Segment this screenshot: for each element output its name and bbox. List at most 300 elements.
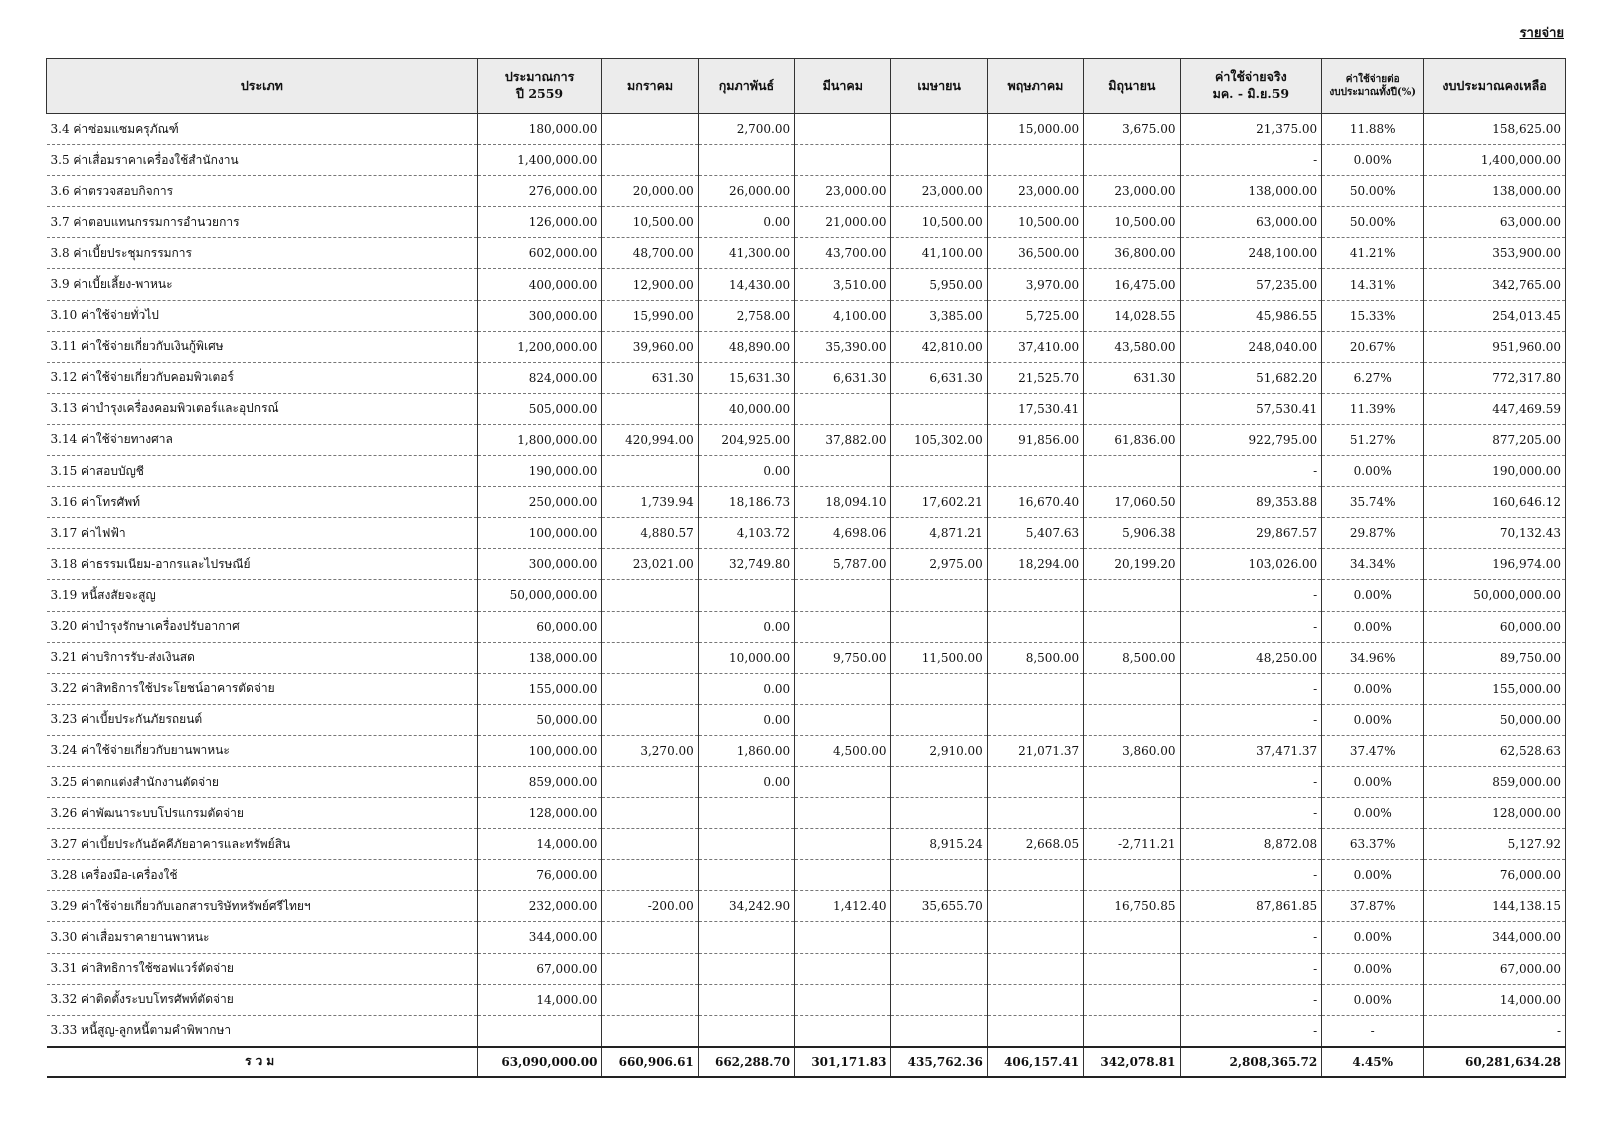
cell-budget: 1,400,000.00 (477, 145, 602, 176)
cell-may (987, 704, 1083, 735)
cell-jun: 5,906.38 (1084, 518, 1180, 549)
total-jun: 342,078.81 (1084, 1047, 1180, 1077)
cell-feb (698, 580, 794, 611)
table-row (47, 300, 1566, 331)
cell-actual: 29,867.57 (1180, 518, 1322, 549)
cell-jan (602, 456, 698, 487)
cell-percent: 37.87% (1322, 891, 1424, 922)
cell-jan: 23,021.00 (602, 549, 698, 580)
cell-jan (602, 580, 698, 611)
cell-may (987, 145, 1083, 176)
cell-apr: 11,500.00 (891, 642, 987, 673)
cell-budget: 232,000.00 (477, 891, 602, 922)
cell-item-name: 3.20 ค่าบำรุงรักษาเครื่องปรับอากาศ (47, 611, 478, 642)
cell-apr (891, 922, 987, 953)
cell-jun (1084, 922, 1180, 953)
cell-jan (602, 766, 698, 797)
cell-jun: -2,711.21 (1084, 829, 1180, 860)
cell-percent: 0.00% (1322, 673, 1424, 704)
cell-percent: 37.47% (1322, 735, 1424, 766)
cell-percent: 50.00% (1322, 176, 1424, 207)
cell-actual: 45,986.55 (1180, 300, 1322, 331)
table-row (47, 393, 1566, 424)
cell-jun (1084, 984, 1180, 1015)
total-label: รวม (47, 1047, 478, 1077)
cell-mar (795, 829, 891, 860)
cell-may (987, 922, 1083, 953)
cell-percent: 11.88% (1322, 114, 1424, 145)
page-corner-label: รายจ่าย (1519, 26, 1564, 41)
cell-feb: 15,631.30 (698, 362, 794, 393)
cell-mar: 23,000.00 (795, 176, 891, 207)
total-mar: 301,171.83 (795, 1047, 891, 1077)
cell-item-name: 3.18 ค่าธรรมเนียม-อากรและไปรษณีย์ (47, 549, 478, 580)
cell-actual: 57,530.41 (1180, 393, 1322, 424)
cell-jan (602, 798, 698, 829)
cell-budget: 300,000.00 (477, 549, 602, 580)
cell-may: 17,530.41 (987, 393, 1083, 424)
cell-actual: - (1180, 145, 1322, 176)
total-actual: 2,808,365.72 (1180, 1047, 1322, 1077)
cell-item-name: 3.29 ค่าใช้จ่ายเกี่ยวกับเอกสารบริษัทหรัพย์ศรีไทยฯ (47, 891, 478, 922)
cell-jan (602, 393, 698, 424)
cell-may (987, 1015, 1083, 1047)
cell-percent: 0.00% (1322, 922, 1424, 953)
cell-remaining: 1,400,000.00 (1424, 145, 1566, 176)
cell-actual: 922,795.00 (1180, 424, 1322, 455)
cell-item-name: 3.10 ค่าใช้จ่ายทั่วไป (47, 300, 478, 331)
cell-feb (698, 1015, 794, 1047)
cell-mar (795, 860, 891, 891)
table-row (47, 114, 1566, 145)
cell-remaining: 254,013.45 (1424, 300, 1566, 331)
cell-percent: 15.33% (1322, 300, 1424, 331)
cell-jun (1084, 798, 1180, 829)
cell-remaining: 60,000.00 (1424, 611, 1566, 642)
cell-jun (1084, 953, 1180, 984)
cell-budget: 859,000.00 (477, 766, 602, 797)
table-row (47, 704, 1566, 735)
cell-may (987, 456, 1083, 487)
cell-remaining: 67,000.00 (1424, 953, 1566, 984)
cell-mar (795, 611, 891, 642)
cell-percent: 14.31% (1322, 269, 1424, 300)
cell-jun: 631.30 (1084, 362, 1180, 393)
cell-apr: 2,910.00 (891, 735, 987, 766)
cell-item-name: 3.21 ค่าบริการรับ-ส่งเงินสด (47, 642, 478, 673)
cell-may (987, 953, 1083, 984)
cell-feb: 1,860.00 (698, 735, 794, 766)
cell-jun: 8,500.00 (1084, 642, 1180, 673)
cell-feb: 0.00 (698, 766, 794, 797)
cell-feb: 34,242.90 (698, 891, 794, 922)
cell-item-name: 3.14 ค่าใช้จ่ายทางศาล (47, 424, 478, 455)
cell-item-name: 3.24 ค่าใช้จ่ายเกี่ยวกับยานพาหนะ (47, 735, 478, 766)
cell-apr (891, 673, 987, 704)
cell-jan: 15,990.00 (602, 300, 698, 331)
cell-feb (698, 953, 794, 984)
table-row (47, 611, 1566, 642)
header-remaining: งบประมาณคงเหลือ (1424, 59, 1566, 114)
cell-jun: 14,028.55 (1084, 300, 1180, 331)
table-row (47, 331, 1566, 362)
cell-may: 5,725.00 (987, 300, 1083, 331)
cell-remaining: 76,000.00 (1424, 860, 1566, 891)
table-row (47, 207, 1566, 238)
cell-item-name: 3.12 ค่าใช้จ่ายเกี่ยวกับคอมพิวเตอร์ (47, 362, 478, 393)
cell-jan (602, 984, 698, 1015)
cell-budget: 14,000.00 (477, 829, 602, 860)
total-row (47, 1047, 1566, 1077)
cell-jan: 3,270.00 (602, 735, 698, 766)
cell-jan (602, 953, 698, 984)
cell-budget: 50,000,000.00 (477, 580, 602, 611)
cell-actual: - (1180, 580, 1322, 611)
cell-feb (698, 922, 794, 953)
cell-apr: 17,602.21 (891, 487, 987, 518)
cell-remaining: 128,000.00 (1424, 798, 1566, 829)
cell-item-name: 3.27 ค่าเบี้ยประกันอัคคีภัยอาคารและทรัพย์สิน (47, 829, 478, 860)
cell-budget: 824,000.00 (477, 362, 602, 393)
cell-apr: 41,100.00 (891, 238, 987, 269)
cell-percent: 35.74% (1322, 487, 1424, 518)
header-jan: มกราคม (602, 59, 698, 114)
cell-actual: 87,861.85 (1180, 891, 1322, 922)
cell-apr: 5,950.00 (891, 269, 987, 300)
cell-item-name: 3.23 ค่าเบี้ยประกันภัยรถยนต์ (47, 704, 478, 735)
cell-jan: 1,739.94 (602, 487, 698, 518)
cell-feb: 0.00 (698, 704, 794, 735)
cell-jan (602, 704, 698, 735)
table-row (47, 860, 1566, 891)
cell-percent: 0.00% (1322, 860, 1424, 891)
cell-percent: 29.87% (1322, 518, 1424, 549)
cell-may (987, 673, 1083, 704)
cell-apr (891, 798, 987, 829)
cell-feb: 0.00 (698, 207, 794, 238)
table-row (47, 766, 1566, 797)
cell-budget (477, 1015, 602, 1047)
cell-actual: - (1180, 953, 1322, 984)
table-row (47, 829, 1566, 860)
total-percent: 4.45% (1322, 1047, 1424, 1077)
cell-jun (1084, 673, 1180, 704)
cell-jan (602, 829, 698, 860)
cell-actual: - (1180, 766, 1322, 797)
cell-remaining: 138,000.00 (1424, 176, 1566, 207)
cell-percent: 11.39% (1322, 393, 1424, 424)
cell-item-name: 3.22 ค่าสิทธิการใช้ประโยชน์อาคารตัดจ่าย (47, 673, 478, 704)
cell-jun (1084, 456, 1180, 487)
cell-feb: 32,749.80 (698, 549, 794, 580)
cell-feb (698, 984, 794, 1015)
table-row (47, 1015, 1566, 1047)
cell-remaining: 196,974.00 (1424, 549, 1566, 580)
cell-may (987, 891, 1083, 922)
cell-budget: 76,000.00 (477, 860, 602, 891)
cell-feb: 18,186.73 (698, 487, 794, 518)
cell-feb: 41,300.00 (698, 238, 794, 269)
cell-may: 36,500.00 (987, 238, 1083, 269)
header-budget-line1: ประมาณการ (504, 69, 575, 85)
cell-actual: - (1180, 704, 1322, 735)
header-actual (1180, 59, 1322, 114)
cell-budget: 300,000.00 (477, 300, 602, 331)
cell-feb: 26,000.00 (698, 176, 794, 207)
table-row (47, 642, 1566, 673)
total-remaining: 60,281,634.28 (1424, 1047, 1566, 1077)
cell-actual: - (1180, 1015, 1322, 1047)
cell-jan (602, 642, 698, 673)
cell-mar (795, 798, 891, 829)
cell-item-name: 3.30 ค่าเสื่อมราคายานพาหนะ (47, 922, 478, 953)
cell-apr (891, 860, 987, 891)
cell-percent: 51.27% (1322, 424, 1424, 455)
cell-feb (698, 860, 794, 891)
cell-apr: 10,500.00 (891, 207, 987, 238)
cell-jun (1084, 145, 1180, 176)
cell-jan: -200.00 (602, 891, 698, 922)
cell-mar (795, 673, 891, 704)
cell-item-name: 3.8 ค่าเบี้ยประชุมกรรมการ (47, 238, 478, 269)
cell-mar (795, 1015, 891, 1047)
header-mar: มีนาคม (795, 59, 891, 114)
cell-budget: 128,000.00 (477, 798, 602, 829)
cell-item-name: 3.7 ค่าตอบแทนกรรมการอำนวยการ (47, 207, 478, 238)
header-row (47, 59, 1566, 114)
cell-may (987, 860, 1083, 891)
header-budget (477, 59, 602, 114)
table-row (47, 549, 1566, 580)
cell-actual: 89,353.88 (1180, 487, 1322, 518)
cell-may: 10,500.00 (987, 207, 1083, 238)
cell-jan (602, 145, 698, 176)
cell-mar: 4,500.00 (795, 735, 891, 766)
cell-jan (602, 673, 698, 704)
cell-apr: 2,975.00 (891, 549, 987, 580)
cell-jun (1084, 704, 1180, 735)
cell-mar (795, 953, 891, 984)
cell-mar (795, 766, 891, 797)
cell-remaining: 353,900.00 (1424, 238, 1566, 269)
cell-remaining: 62,528.63 (1424, 735, 1566, 766)
cell-mar: 4,100.00 (795, 300, 891, 331)
cell-budget: 1,800,000.00 (477, 424, 602, 455)
header-actual-line2: มค. - มิ.ย.59 (1212, 86, 1290, 101)
cell-feb: 14,430.00 (698, 269, 794, 300)
cell-jun: 17,060.50 (1084, 487, 1180, 518)
header-apr: เมษายน (891, 59, 987, 114)
table-row (47, 176, 1566, 207)
cell-remaining: 447,469.59 (1424, 393, 1566, 424)
cell-remaining: 158,625.00 (1424, 114, 1566, 145)
cell-actual: - (1180, 984, 1322, 1015)
cell-feb: 0.00 (698, 611, 794, 642)
cell-jan (602, 611, 698, 642)
table-row (47, 518, 1566, 549)
cell-budget: 505,000.00 (477, 393, 602, 424)
cell-apr: 3,385.00 (891, 300, 987, 331)
cell-remaining: 160,646.12 (1424, 487, 1566, 518)
cell-jun: 61,836.00 (1084, 424, 1180, 455)
table-row (47, 456, 1566, 487)
cell-mar (795, 114, 891, 145)
cell-item-name: 3.32 ค่าติดตั้งระบบโทรศัพท์ตัดจ่าย (47, 984, 478, 1015)
cell-mar: 5,787.00 (795, 549, 891, 580)
cell-apr: 35,655.70 (891, 891, 987, 922)
cell-remaining: 877,205.00 (1424, 424, 1566, 455)
cell-feb: 0.00 (698, 456, 794, 487)
cell-apr (891, 704, 987, 735)
cell-mar: 35,390.00 (795, 331, 891, 362)
cell-remaining: 772,317.80 (1424, 362, 1566, 393)
cell-actual: 51,682.20 (1180, 362, 1322, 393)
cell-mar (795, 704, 891, 735)
cell-percent: 20.67% (1322, 331, 1424, 362)
cell-mar: 43,700.00 (795, 238, 891, 269)
cell-budget: 50,000.00 (477, 704, 602, 735)
cell-mar (795, 393, 891, 424)
cell-budget: 126,000.00 (477, 207, 602, 238)
cell-mar: 1,412.40 (795, 891, 891, 922)
table-row (47, 673, 1566, 704)
cell-budget: 14,000.00 (477, 984, 602, 1015)
cell-may: 37,410.00 (987, 331, 1083, 362)
header-feb: กุมภาพันธ์ (698, 59, 794, 114)
table-row (47, 735, 1566, 766)
cell-jun: 36,800.00 (1084, 238, 1180, 269)
cell-item-name: 3.26 ค่าพัฒนาระบบโปรแกรมตัดจ่าย (47, 798, 478, 829)
cell-actual: - (1180, 611, 1322, 642)
cell-percent: 0.00% (1322, 953, 1424, 984)
cell-may: 21,071.37 (987, 735, 1083, 766)
cell-jun: 3,675.00 (1084, 114, 1180, 145)
cell-budget: 67,000.00 (477, 953, 602, 984)
cell-percent: - (1322, 1015, 1424, 1047)
cell-jan (602, 1015, 698, 1047)
cell-item-name: 3.31 ค่าสิทธิการใช้ซอฟแวร์ตัดจ่าย (47, 953, 478, 984)
table-row (47, 238, 1566, 269)
cell-budget: 60,000.00 (477, 611, 602, 642)
total-apr: 435,762.36 (891, 1047, 987, 1077)
cell-actual: - (1180, 922, 1322, 953)
cell-may: 2,668.05 (987, 829, 1083, 860)
cell-feb: 40,000.00 (698, 393, 794, 424)
cell-jun (1084, 611, 1180, 642)
cell-jun: 23,000.00 (1084, 176, 1180, 207)
cell-may: 23,000.00 (987, 176, 1083, 207)
cell-feb: 4,103.72 (698, 518, 794, 549)
cell-item-name: 3.19 หนี้สงสัยจะสูญ (47, 580, 478, 611)
cell-budget: 400,000.00 (477, 269, 602, 300)
cell-item-name: 3.9 ค่าเบี้ยเลี้ยง-พาหนะ (47, 269, 478, 300)
cell-mar (795, 456, 891, 487)
cell-budget: 180,000.00 (477, 114, 602, 145)
cell-percent: 0.00% (1322, 145, 1424, 176)
cell-apr (891, 611, 987, 642)
cell-budget: 344,000.00 (477, 922, 602, 953)
cell-apr: 42,810.00 (891, 331, 987, 362)
total-may: 406,157.41 (987, 1047, 1083, 1077)
cell-jun: 16,750.85 (1084, 891, 1180, 922)
cell-budget: 250,000.00 (477, 487, 602, 518)
cell-percent: 0.00% (1322, 704, 1424, 735)
cell-remaining: 14,000.00 (1424, 984, 1566, 1015)
cell-remaining: 155,000.00 (1424, 673, 1566, 704)
cell-feb: 48,890.00 (698, 331, 794, 362)
cell-remaining: 89,750.00 (1424, 642, 1566, 673)
cell-percent: 41.21% (1322, 238, 1424, 269)
cell-apr (891, 145, 987, 176)
cell-jun: 20,199.20 (1084, 549, 1180, 580)
cell-jun: 16,475.00 (1084, 269, 1180, 300)
cell-item-name: 3.15 ค่าสอบบัญชี (47, 456, 478, 487)
cell-feb: 2,700.00 (698, 114, 794, 145)
cell-may (987, 984, 1083, 1015)
cell-may (987, 798, 1083, 829)
cell-jan (602, 922, 698, 953)
cell-mar: 37,882.00 (795, 424, 891, 455)
cell-actual: 103,026.00 (1180, 549, 1322, 580)
cell-item-name: 3.11 ค่าใช้จ่ายเกี่ยวกับเงินกู้พิเศษ (47, 331, 478, 362)
cell-item-name: 3.5 ค่าเสื่อมราคาเครื่องใช้สำนักงาน (47, 145, 478, 176)
cell-jun (1084, 393, 1180, 424)
cell-percent: 34.96% (1322, 642, 1424, 673)
cell-budget: 1,200,000.00 (477, 331, 602, 362)
cell-remaining: 190,000.00 (1424, 456, 1566, 487)
header-budget-line2: ปี 2559 (516, 86, 564, 101)
cell-apr (891, 393, 987, 424)
cell-jan: 20,000.00 (602, 176, 698, 207)
cell-actual: 37,471.37 (1180, 735, 1322, 766)
cell-mar: 4,698.06 (795, 518, 891, 549)
cell-item-name: 3.6 ค่าตรวจสอบกิจการ (47, 176, 478, 207)
cell-feb (698, 798, 794, 829)
cell-budget: 100,000.00 (477, 518, 602, 549)
cell-remaining: 344,000.00 (1424, 922, 1566, 953)
header-category: ประเภท (47, 59, 478, 114)
cell-percent: 50.00% (1322, 207, 1424, 238)
cell-remaining: 859,000.00 (1424, 766, 1566, 797)
cell-actual: 63,000.00 (1180, 207, 1322, 238)
cell-may: 18,294.00 (987, 549, 1083, 580)
cell-budget: 276,000.00 (477, 176, 602, 207)
total-feb: 662,288.70 (698, 1047, 794, 1077)
cell-item-name: 3.13 ค่าบำรุงเครื่องคอมพิวเตอร์และอุปกรณ์ (47, 393, 478, 424)
cell-actual: 248,040.00 (1180, 331, 1322, 362)
cell-apr (891, 766, 987, 797)
cell-remaining: 70,132.43 (1424, 518, 1566, 549)
cell-budget: 100,000.00 (477, 735, 602, 766)
cell-jun: 10,500.00 (1084, 207, 1180, 238)
cell-remaining: 5,127.92 (1424, 829, 1566, 860)
cell-jan: 12,900.00 (602, 269, 698, 300)
cell-feb: 10,000.00 (698, 642, 794, 673)
cell-item-name: 3.17 ค่าไฟฟ้า (47, 518, 478, 549)
cell-percent: 6.27% (1322, 362, 1424, 393)
cell-mar (795, 580, 891, 611)
cell-actual: 8,872.08 (1180, 829, 1322, 860)
cell-jun: 43,580.00 (1084, 331, 1180, 362)
cell-remaining: 951,960.00 (1424, 331, 1566, 362)
cell-actual: 57,235.00 (1180, 269, 1322, 300)
cell-remaining: 50,000,000.00 (1424, 580, 1566, 611)
cell-percent: 0.00% (1322, 580, 1424, 611)
cell-may: 21,525.70 (987, 362, 1083, 393)
cell-percent: 0.00% (1322, 984, 1424, 1015)
table-row (47, 145, 1566, 176)
cell-feb: 0.00 (698, 673, 794, 704)
